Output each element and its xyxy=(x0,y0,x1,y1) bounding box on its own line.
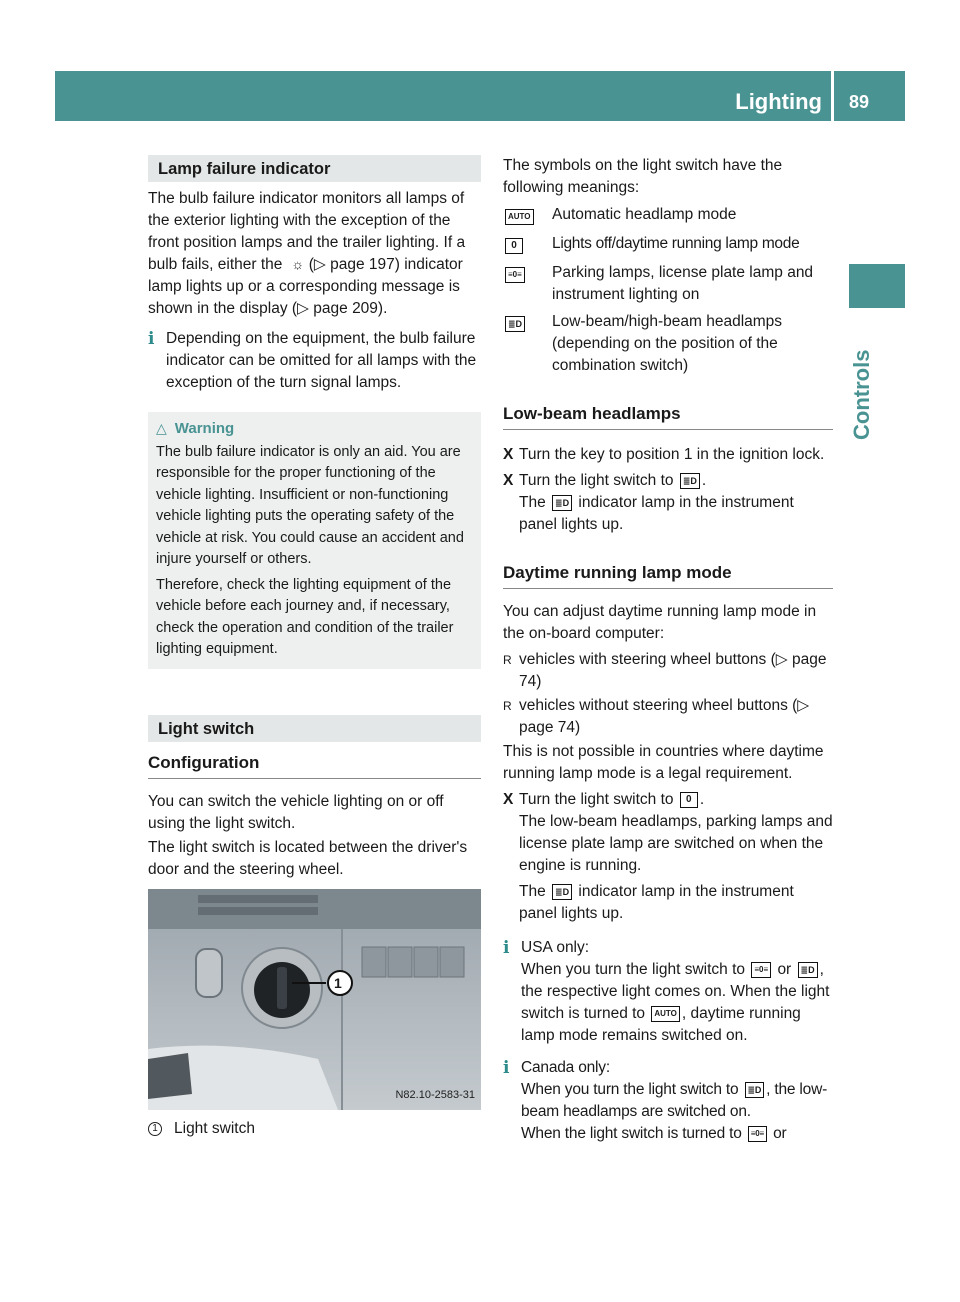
config-text-2: The light switch is located between the driver's door and the steering wheel. xyxy=(148,838,468,878)
low-beam-step-1: X Turn the key to position 1 in the ignition lock. xyxy=(503,444,833,466)
parking-lamps-icon: ≡0≡ xyxy=(751,962,771,978)
photo-caption: 1 Light switch xyxy=(148,1118,481,1140)
callout-marker-on-photo: 1 xyxy=(334,974,342,991)
parking-lamps-icon: ≡0≡ xyxy=(505,267,525,283)
page-header xyxy=(55,71,905,121)
drl-step-1: X Turn the light switch to 0 . The low-beam headlamps, parking lamps and license plate lamp are switched on when the engine is running. The ≣D indicator lamp in the instrument panel lights up. xyxy=(503,789,833,925)
chapter-label: Controls xyxy=(849,349,874,440)
low-beam-icon: ≣D xyxy=(798,962,818,978)
step-marker-icon: X xyxy=(503,791,514,808)
low-beam-heading: Low-beam headlamps xyxy=(503,403,833,430)
info-note: i Depending on the equipment, the bulb failure indicator can be omitted for all lamps with the exception of the turn signal lamps. xyxy=(148,328,481,394)
info-icon: i xyxy=(503,1058,510,1078)
warning-text-2: Therefore, check the lighting equipment of the vehicle before each journey and, if necessary, check the operation and condition of the trailer lighting equipment. xyxy=(156,576,454,657)
parking-lamps-icon: ≡0≡ xyxy=(748,1126,767,1142)
warning-text-1: The bulb failure indicator is only an aid. You are responsible for the proper functioning of the vehicle lighting. Insufficient or non-functioning vehicle lighting puts the operating safety of the vehicle at risk. You could cause an accident and injure yourself or others. xyxy=(156,443,464,567)
callout-number-icon: 1 xyxy=(148,1122,162,1136)
light-switch-photo xyxy=(148,889,481,1110)
photo-reference-code: N82.10-2583-31 xyxy=(395,1088,475,1101)
canada-note: i Canada only: When you turn the light switch to ≣D , the low-beam headlamps are switched on. When the light switch is turned to ≡0≡ or xyxy=(503,1057,833,1145)
symbols-intro: The symbols on the light switch have the following meanings: xyxy=(503,157,783,196)
symbol-row-lowbeam: ≣D Low-beam/high-beam headlamps (depending on the position of the combination switch) xyxy=(503,311,833,377)
lights-off-icon: 0 xyxy=(680,792,698,808)
dashboard-illustration xyxy=(148,889,481,1110)
config-text-1: You can switch the vehicle lighting on or off using the light switch. xyxy=(148,792,444,832)
low-beam-icon: ≣D xyxy=(552,495,572,511)
low-beam-icon: ≣D xyxy=(552,884,572,900)
section-title: Lighting xyxy=(735,89,822,114)
warning-triangle-icon: △ xyxy=(156,420,167,436)
light-switch-heading: Light switch xyxy=(148,715,481,742)
header-divider xyxy=(831,71,834,121)
step-marker-icon: X xyxy=(503,446,514,463)
symbol-row-auto: AUTO Automatic headlamp mode xyxy=(503,204,833,228)
auto-headlamp-icon: AUTO xyxy=(651,1006,680,1022)
warning-title: Warning xyxy=(174,420,235,437)
lamp-failure-text: The bulb failure indicator monitors all lamps of the exterior lighting with the exception of the front position lamps and the trailer lighting. If a bulb fails, either the ☼ (▷ page 197) indicator lamp lights up or a corresponding message is shown in the display (▷ page 209). xyxy=(148,190,466,317)
drl-bullet-1: R vehicles with steering wheel buttons (▷ page 74) xyxy=(503,649,833,693)
drl-bullet-2: R vehicles without steering wheel buttons (▷ page 74) xyxy=(503,695,833,739)
lights-off-icon: 0 xyxy=(505,238,523,254)
drl-note: This is not possible in countries where daytime running lamp mode is a legal requirement. xyxy=(503,743,824,782)
info-icon: i xyxy=(148,329,155,349)
auto-headlamp-icon: AUTO xyxy=(505,209,534,225)
left-column xyxy=(148,155,481,1140)
right-column xyxy=(503,155,833,1145)
info-icon: i xyxy=(503,938,510,958)
low-beam-icon: ≣D xyxy=(505,316,525,332)
chapter-tab xyxy=(849,264,905,308)
page-number: 89 xyxy=(849,92,870,112)
low-beam-icon: ≣D xyxy=(680,473,700,489)
lamp-failure-heading: Lamp failure indicator xyxy=(148,155,481,182)
step-marker-icon: X xyxy=(503,472,514,489)
usa-note: i USA only: When you turn the light switch to ≡0≡ or ≣D , the respective light comes on. When the light switch is turned to AUTO , daytime running lamp mode remains switched on. xyxy=(503,937,833,1047)
low-beam-step-2: X Turn the light switch to ≣D . The ≣D indicator lamp in the instrument panel lights up. xyxy=(503,470,833,536)
bullet-icon: R xyxy=(503,699,512,713)
configuration-heading: Configuration xyxy=(148,752,481,779)
drl-intro: You can adjust daytime running lamp mode in the on-board computer: xyxy=(503,603,817,642)
low-beam-icon: ≣D xyxy=(745,1082,765,1098)
warning-box xyxy=(148,412,481,669)
symbol-row-off: 0 Lights off/daytime running lamp mode xyxy=(503,233,833,257)
bullet-icon: R xyxy=(503,653,512,667)
symbol-row-parking: ≡0≡ Parking lamps, license plate lamp and instrument lighting on xyxy=(503,262,833,306)
bulb-failure-icon: ☼ xyxy=(291,255,305,272)
drl-heading: Daytime running lamp mode xyxy=(503,562,833,589)
